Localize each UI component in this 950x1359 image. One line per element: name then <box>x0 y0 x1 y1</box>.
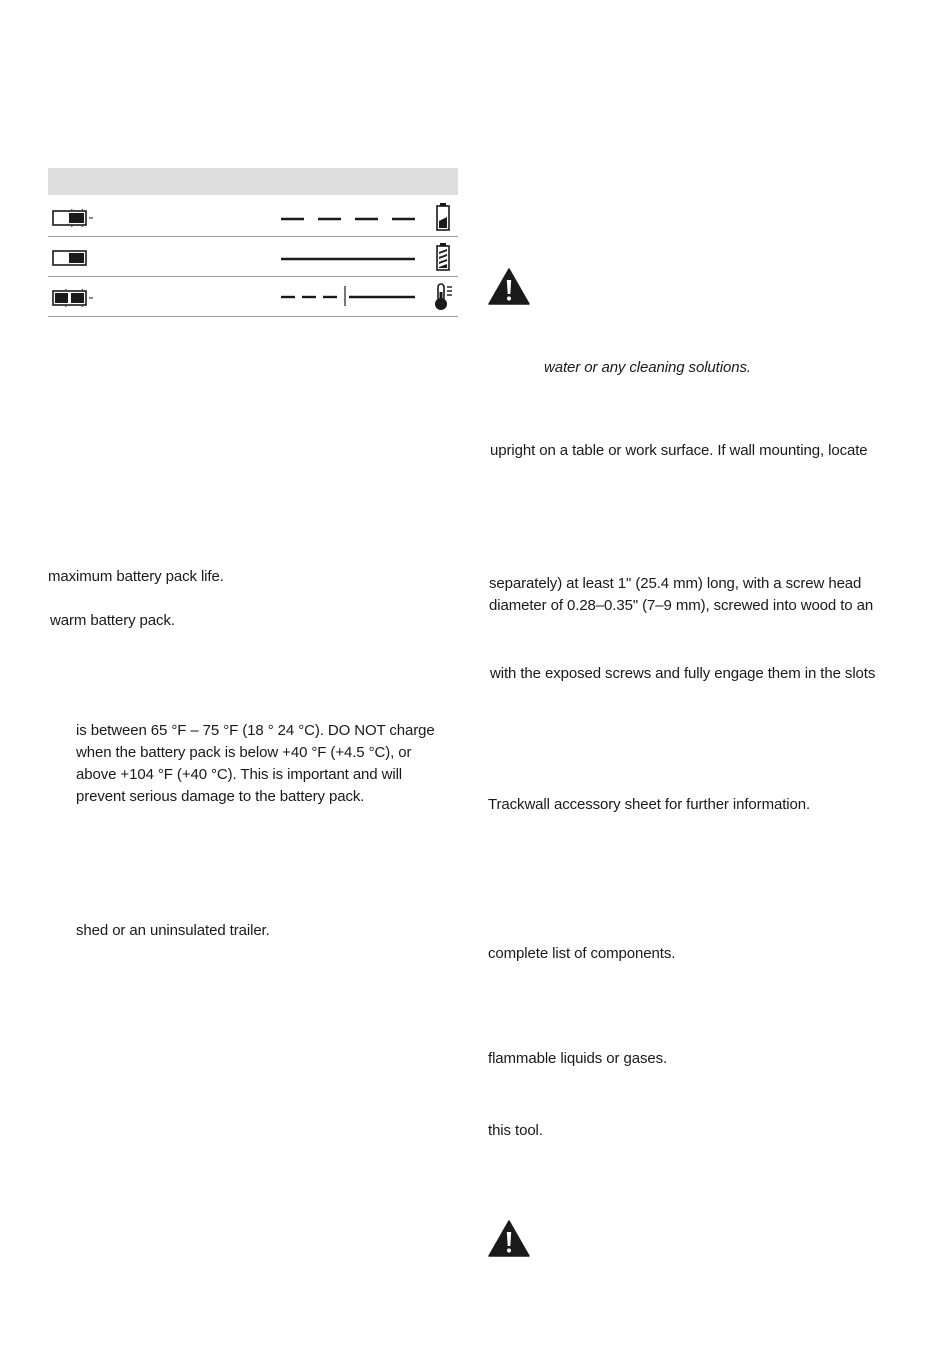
indicator-row-charging <box>48 197 458 237</box>
screw-spec-line-2: diameter of 0.28–0.35" (7–9 mm), screwed into wood to an <box>489 597 874 614</box>
battery-full-icon <box>436 243 450 271</box>
battery-charging-icon <box>436 203 450 231</box>
both-leds-blinking-icon <box>52 289 94 307</box>
blink-pattern-solid <box>281 257 417 261</box>
warm-battery-text: warm battery pack. <box>50 612 175 629</box>
charge-temp-line-3: above +104 °F (+40 °C). This is important and will <box>76 766 403 783</box>
indicator-row-full <box>48 237 458 277</box>
engage-screws-text: with the exposed screws and fully engage them in the slots <box>490 665 876 682</box>
battery-life-text: maximum battery pack life. <box>48 568 224 585</box>
red-led-blinking-icon <box>52 209 94 227</box>
thermometer-icon <box>434 283 456 311</box>
blink-pattern-dashed <box>281 217 417 221</box>
warning-triangle-icon-bottom <box>488 1220 530 1257</box>
indicator-table-header <box>48 168 458 195</box>
charge-temp-line-2: when the battery pack is below +40 °F (+4.5 °C), or <box>76 744 412 761</box>
trackwall-text: Trackwall accessory sheet for further information. <box>488 796 811 813</box>
warning-triangle-icon <box>488 268 530 305</box>
indicator-row-temperature <box>48 277 458 317</box>
cleaning-warning-text: water or any cleaning solutions. <box>544 359 751 376</box>
blink-pattern-dashed-then-solid <box>281 285 417 307</box>
storage-shed-text: shed or an uninsulated trailer. <box>76 922 270 939</box>
flammable-text: flammable liquids or gases. <box>488 1050 668 1067</box>
components-text: complete list of components. <box>488 945 676 962</box>
this-tool-text: this tool. <box>488 1122 543 1139</box>
charge-temp-line-1: is between 65 °F – 75 °F (18 ° 24 °C). DO NOT charge <box>76 722 435 739</box>
red-led-solid-icon <box>52 249 94 267</box>
screw-spec-line-1: separately) at least 1" (25.4 mm) long, with a screw head <box>489 575 862 592</box>
mounting-text: upright on a table or work surface. If wall mounting, locate <box>490 442 868 459</box>
charge-temp-line-4: prevent serious damage to the battery pack. <box>76 788 365 805</box>
